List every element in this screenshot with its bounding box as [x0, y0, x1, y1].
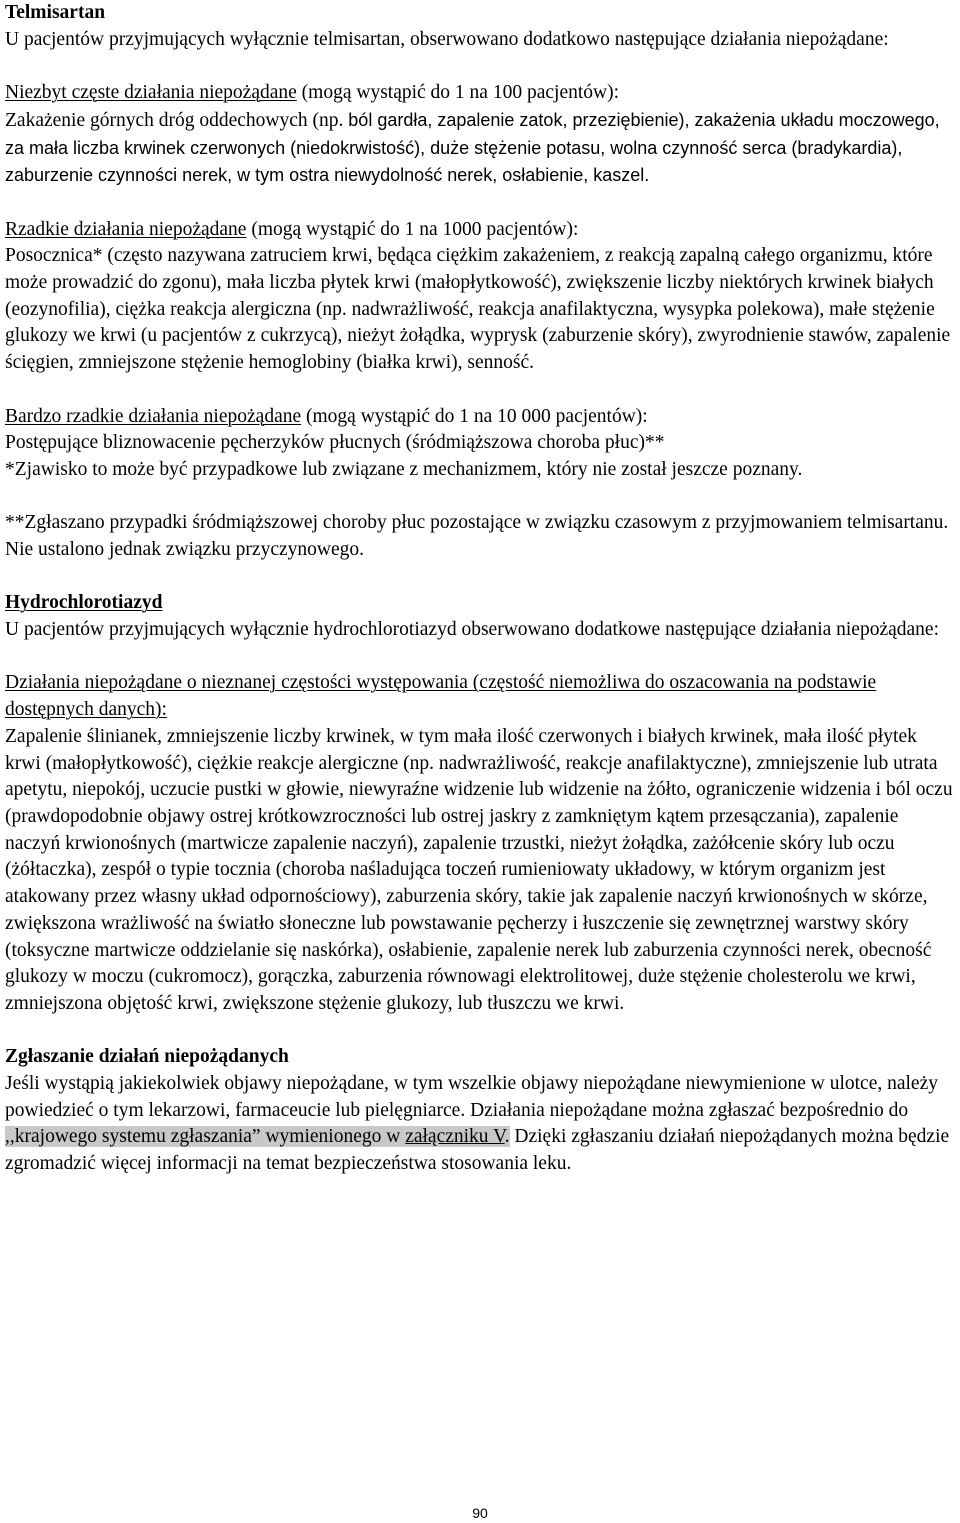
rare-section	[5, 217, 953, 244]
very-rare-text: Postępujące bliznowacenie pęcherzyków płucnych (śródmiąższowa choroba płuc)**	[5, 432, 665, 454]
reporting-highlight: ,,krajowego systemu zgłaszania” wymienionego w załączniku V.	[5, 1126, 510, 1148]
reporting-text: Jeśli wystąpią jakiekolwiek objawy niepożądane, w tym wszelkie objawy niepożądane niewymienione w ulotce, należy powiedzieć o tym lekarzowi, farmaceucie lub pielęgniarce. Działania niepożądane można zgłaszać bezpośrednio do ,,krajowego systemu zgłaszania” wymienionego w załączniku V. Dzięki zgłaszaniu działań niepożądanych można będzie zgromadzić więcej informacji na temat bezpieczeństwa stosowania leku.	[5, 1073, 950, 1175]
hydrochlorotiazyd-heading: Hydrochlorotiazyd	[5, 592, 163, 614]
footnote-single-star: *Zjawisko to może być przypadkowe lub związane z mechanizmem, który nie został jeszcze poznany.	[5, 458, 803, 480]
footnote-double-star: **Zgłaszano przypadki śródmiąższowej choroby płuc pozostające w związku czasowym z przyjmowaniem telmisartanu. Nie ustalono jednak związku przyczynowego.	[5, 512, 949, 560]
telmisartan-heading: Telmisartan	[5, 2, 106, 23]
uncommon-label: Niezbyt częste działania niepożądane	[5, 82, 297, 104]
document-page	[5, 0, 953, 1178]
uncommon-section	[5, 80, 953, 107]
very-rare-label: Bardzo rzadkie działania niepożądane	[5, 405, 302, 427]
very-rare-frequency: (mogą wystąpić do 1 na 10 000 pacjentów):	[301, 405, 648, 427]
rare-text: Posocznica* (często nazywana zatruciem krwi, będąca ciężkim zakażeniem, z reakcją zapalną całego organizmu, które może prowadzić do zgonu), mała liczba płytek krwi (małopłytkowość), zwiększenie liczby niektórych krwinek białych (eozynofilia), ciężka reakcja alergiczna (np. nadwrażliwość, reakcja anafilaktyczna, wysypka polekowa), małe stężenie glukozy we krwi (u pacjentów z cukrzycą), nieżyt żołądka, wyprysk (zaburzenie skóry), zwyrodnienie stawów, zapalenie ścięgien, zmniejszone stężenie hemoglobiny (białka krwi), senność.	[5, 245, 951, 374]
telmisartan-intro: U pacjentów przyjmujących wyłącznie telmisartan, obserwowano dodatkowo następujące działania niepożądane:	[5, 28, 889, 50]
very-rare-section	[5, 404, 953, 431]
page-number: 90	[472, 1505, 488, 1521]
unknown-frequency-section	[5, 670, 953, 723]
uncommon-frequency: (mogą wystąpić do 1 na 100 pacjentów):	[296, 82, 620, 104]
hydrochlorotiazyd-intro: U pacjentów przyjmujących wyłącznie hydrochlorotiazyd obserwowano dodatkowe następujące działania niepożądane:	[5, 619, 940, 641]
reporting-heading: Zgłaszanie działań niepożądanych	[5, 1046, 289, 1068]
rare-label: Rzadkie działania niepożądane	[5, 218, 247, 240]
uncommon-text: Zakażenie górnych dróg oddechowych (np. ból gardła, zapalenie zatok, przeziębienie), zakażenia układu moczowego, za mała liczba krwinek czerwonych (niedokrwistość), duże stężenie potasu, wolna czynność serca (bradykardia), zaburzenie czynności nerek, w tym ostra niewydolność nerek, osłabienie, kaszel.	[5, 109, 940, 186]
unknown-frequency-text: Zapalenie ślinianek, zmniejszenie liczby krwinek, w tym mała ilość czerwonych i białych krwinek, mała ilość płytek krwi (małopłytkowość), ciężkie reakcje alergiczne (np. nadwrażliwość, reakcje anafilaktyczne), zmniejszenie lub utrata apetytu, niepokój, uczucie pustki w głowie, niewyraźne widzenie lub widzenie na żółto, ograniczenie widzenia i ból oczu (prawdopodobnie objawy ostrej krótkowzroczności lub ostrej jaskry z zamkniętym kątem przesączania), zapalenie naczyń krwionośnych (martwicze zapalenie naczyń), zapalenie trzustki, nieżyt żołądka, zażółcenie skóry lub oczu (żółtaczka), zespół o typie tocznia (choroba naśladująca toczeń rumieniowaty układowy, w którym organizm jest atakowany przez własny układ odpornościowy), zaburzenia skóry, takie jak zapalenie naczyń krwionośnych w skórze, zwiększona wrażliwość na światło słoneczne lub powstawanie pęcherzy i łuszczenie się zewnętrznej warstwy skóry (toksyczne martwicze oddzielanie się naskórka), osłabienie, zapalenie nerek lub zaburzenia czynności nerek, obecność glukozy w moczu (cukromocz), gorączka, zaburzenia równowagi elektrolitowej, duże stężenie cholesterolu we krwi, zmniejszona objętość krwi, zwiększone stężenie glukozy, lub tłuszczu we krwi.	[5, 725, 953, 1014]
rare-frequency: (mogą wystąpić do 1 na 1000 pacjentów):	[246, 218, 579, 240]
annex-v-link[interactable]: załączniku V	[405, 1126, 505, 1148]
unknown-frequency-label: Działania niepożądane o nieznanej częstości występowania (częstość niemożliwa do oszacowania na podstawie dostępnych danych):	[5, 672, 877, 721]
